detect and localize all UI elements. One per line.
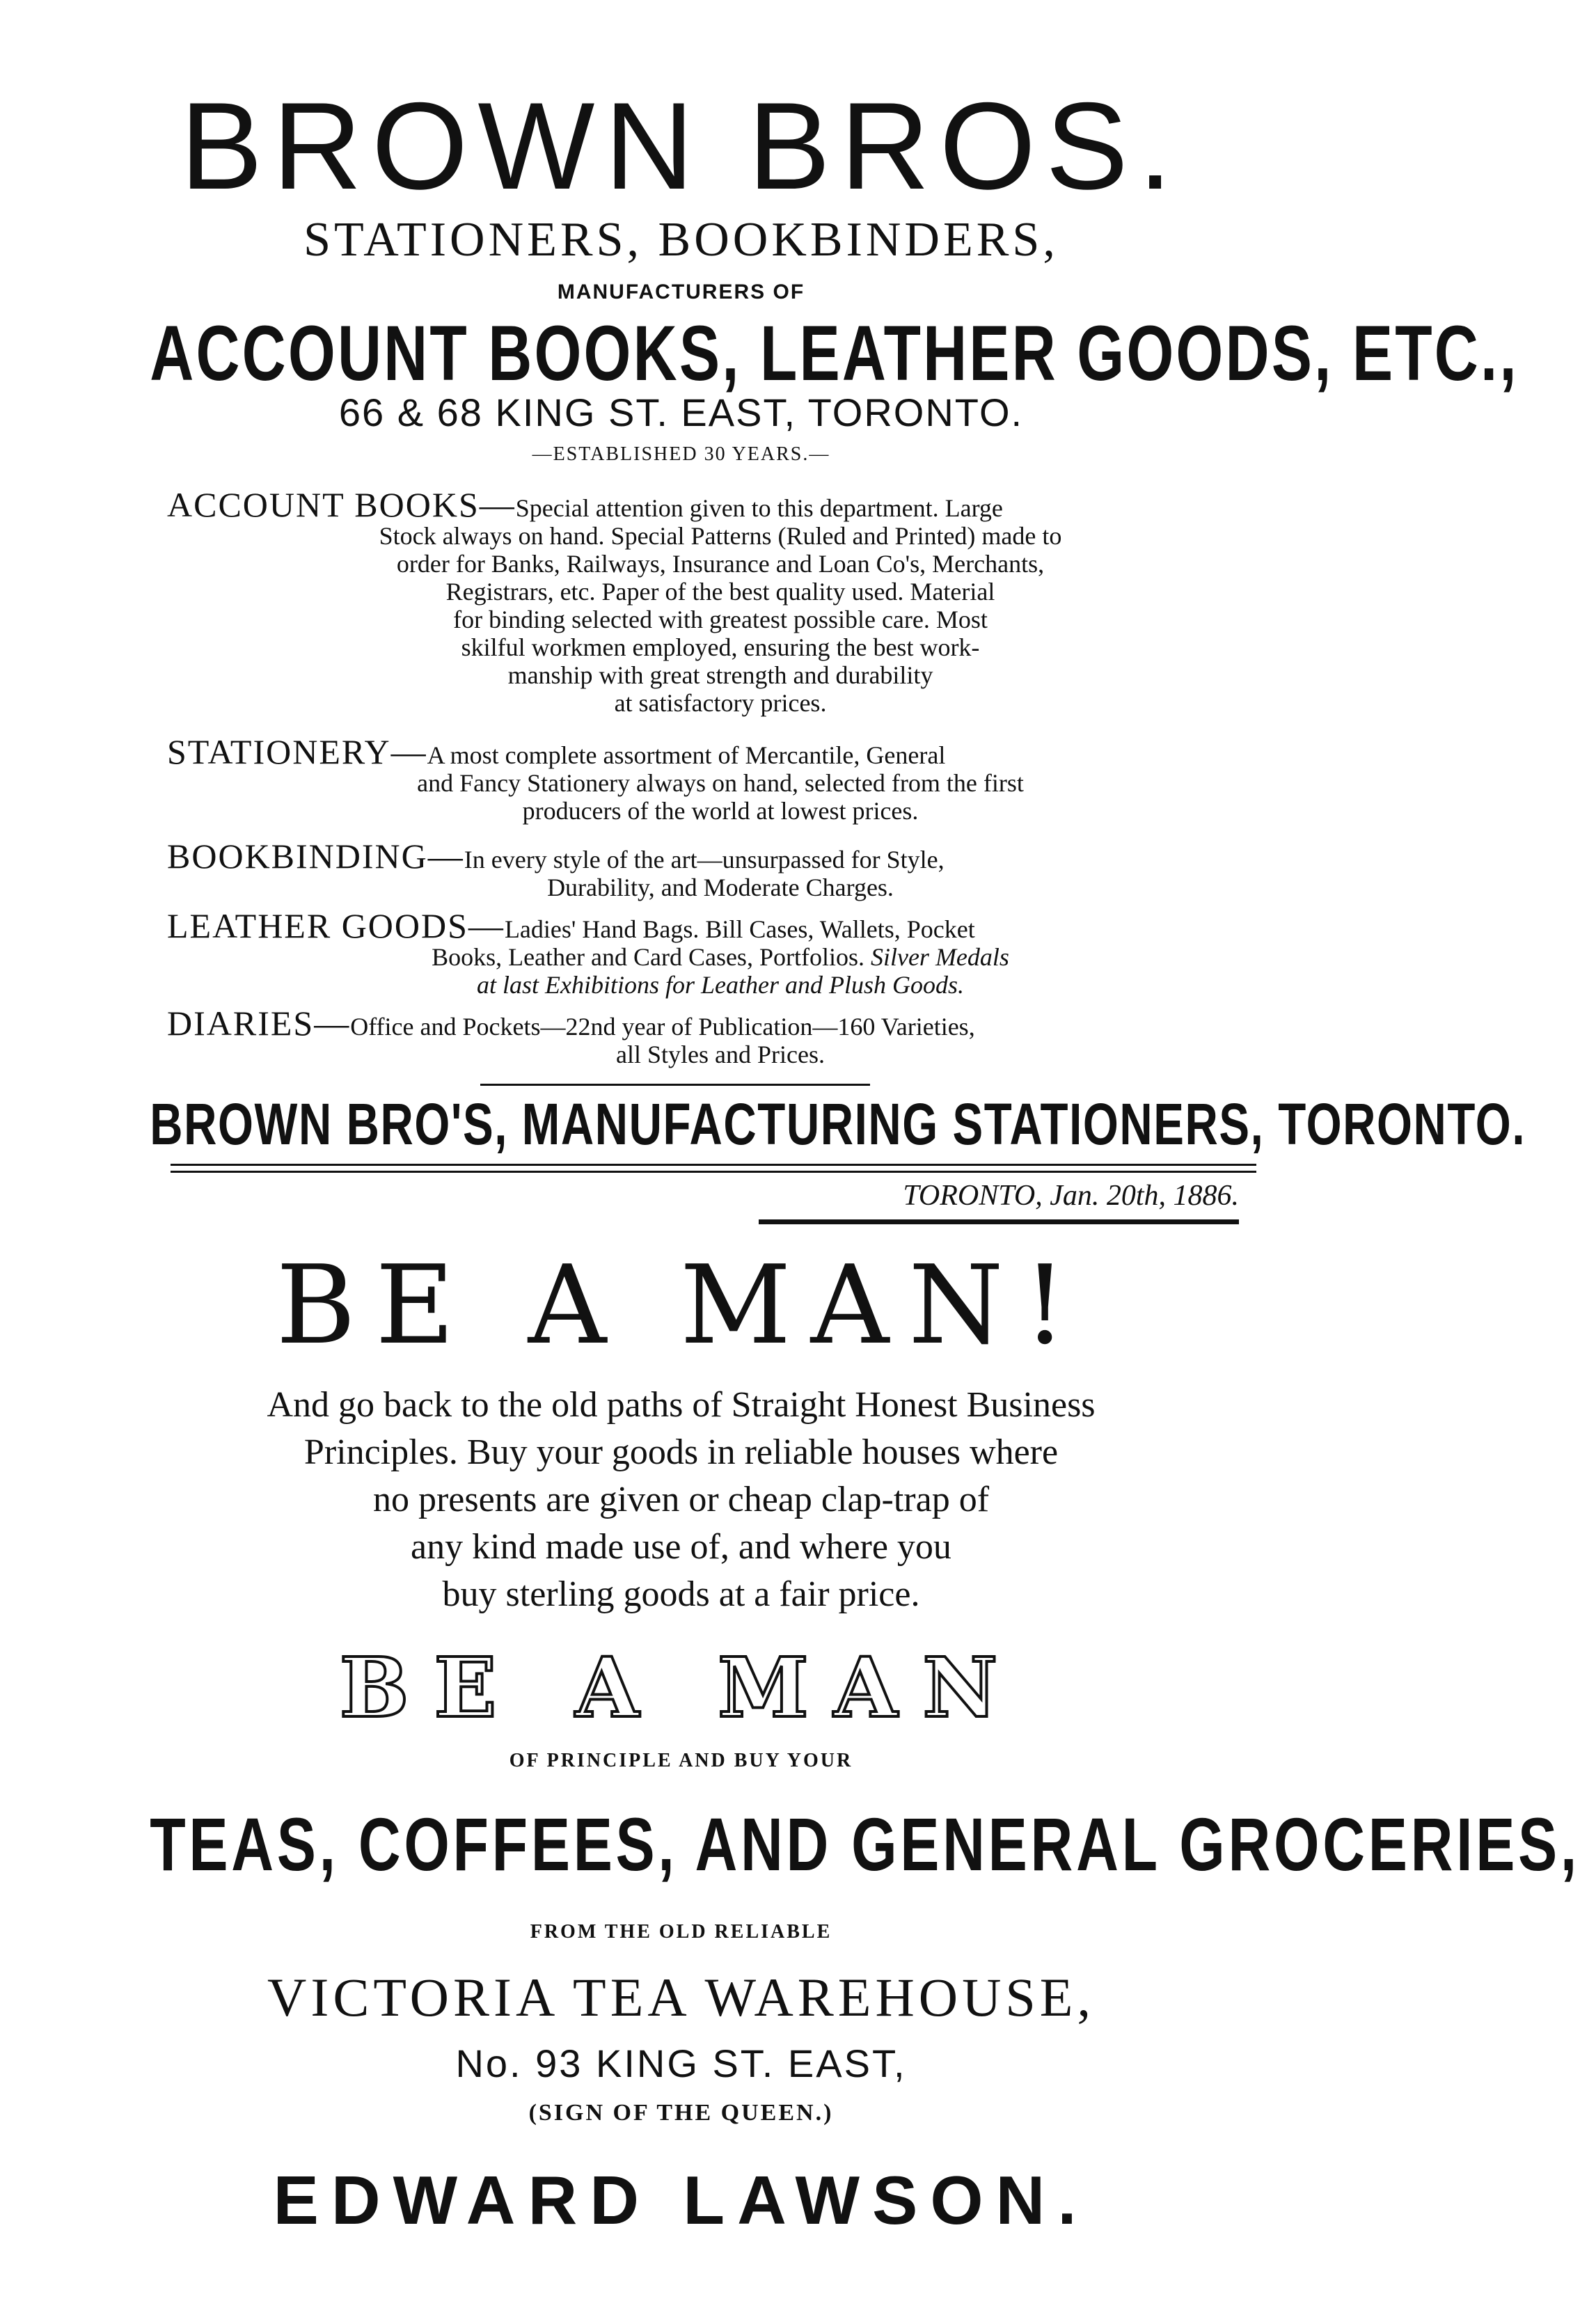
department-line: and Fancy Stationery always on hand, selected from the first	[417, 769, 1024, 797]
double-rule-bottom	[171, 1171, 1256, 1173]
lawson-body	[0, 1382, 1362, 1618]
department-line: manship with great strength and durability	[507, 661, 933, 689]
department-stationery	[167, 732, 1274, 825]
department-line: for binding selected with greatest possible care. Most	[453, 606, 988, 633]
be-a-man-outline: BE A MAN	[339, 1639, 1023, 1736]
department-line: producers of the world at lowest prices.	[522, 797, 919, 825]
trades-line: STATIONERS, BOOKBINDERS,	[303, 213, 1059, 267]
be-a-man-headline: BE A MAN!	[276, 1242, 1087, 1368]
department-heading: BOOKBINDING—	[167, 837, 464, 876]
from-line: FROM THE OLD RELIABLE	[530, 1921, 832, 1943]
rule-above-banner	[480, 1084, 870, 1086]
department-line: Ladies' Hand Bags. Bill Cases, Wallets, Pocket	[504, 915, 975, 943]
store-name: VICTORIA TEA WAREHOUSE,	[267, 1967, 1095, 2027]
body-line: any kind made use of, and where you	[411, 1527, 951, 1567]
department-leather-goods	[167, 906, 1274, 999]
department-heading: LEATHER GOODS—	[167, 906, 505, 945]
department-line: at satisfactory prices.	[614, 689, 827, 717]
body-line: And go back to the old paths of Straight Honest Business	[267, 1385, 1096, 1425]
established-line: —ESTABLISHED 30 YEARS.—	[532, 443, 830, 465]
manufacturers-of-label: MANUFACTURERS OF	[557, 280, 805, 303]
brown-footer-banner: BROWN BRO'S, MANUFACTURING STATIONERS, TORONTO.	[150, 1091, 1526, 1157]
department-bookbinding	[167, 837, 1274, 901]
sign-line: (SIGN OF THE QUEEN.)	[528, 2100, 834, 2126]
department-line: A most complete assortment of Mercantile, General	[427, 741, 946, 769]
brown-address: 66 & 68 KING ST. EAST, TORONTO.	[338, 390, 1024, 434]
department-account-books	[167, 485, 1274, 717]
company-name: BROWN BROS.	[180, 77, 1183, 215]
body-line: Principles. Buy your goods in reliable houses where	[303, 1432, 1059, 1472]
goods-line: TEAS, COFFEES, AND GENERAL GROCERIES,	[150, 1802, 1580, 1886]
department-line: order for Banks, Railways, Insurance and Loan Co's, Merchants,	[396, 550, 1045, 578]
department-diaries	[167, 1004, 1274, 1068]
dateline: TORONTO, Jan. 20th, 1886.	[903, 1180, 1239, 1212]
department-line: Books, Leather and Card Cases, Portfolios.	[432, 943, 864, 971]
department-line: Stock always on hand. Special Patterns (Ruled and Printed) made to	[379, 522, 1062, 550]
products-line: ACCOUNT BOOKS, LEATHER GOODS, ETC.,	[150, 310, 1519, 397]
principle-line: OF PRINCIPLE AND BUY YOUR	[509, 1750, 853, 1771]
department-line: Office and Pockets—22nd year of Publication—160 Varieties,	[350, 1013, 975, 1041]
double-rule-top	[171, 1164, 1256, 1166]
department-heading: ACCOUNT BOOKS—	[167, 485, 516, 524]
department-line: In every style of the art—unsurpassed for Style,	[464, 846, 945, 874]
dateline-underline	[759, 1219, 1239, 1224]
department-heading: DIARIES—	[167, 1004, 351, 1043]
department-line: Special attention given to this department. Large	[515, 494, 1003, 522]
department-heading: STATIONERY—	[167, 732, 427, 771]
proprietor-name: EDWARD LAWSON.	[273, 2162, 1089, 2238]
department-line: skilful workmen employed, ensuring the best work-	[461, 633, 980, 661]
department-line: Silver Medals	[870, 943, 1009, 971]
department-line: at last Exhibitions for Leather and Plush Goods.	[476, 971, 964, 999]
body-line: no presents are given or cheap clap-trap of	[372, 1480, 990, 1519]
lawson-address: No. 93 KING ST. EAST,	[455, 2041, 907, 2085]
body-line: buy sterling goods at a fair price.	[442, 1574, 920, 1614]
department-line: all Styles and Prices.	[616, 1041, 825, 1068]
department-line: Durability, and Moderate Charges.	[547, 874, 894, 901]
department-line: Registrars, etc. Paper of the best quality used. Material	[445, 578, 995, 606]
